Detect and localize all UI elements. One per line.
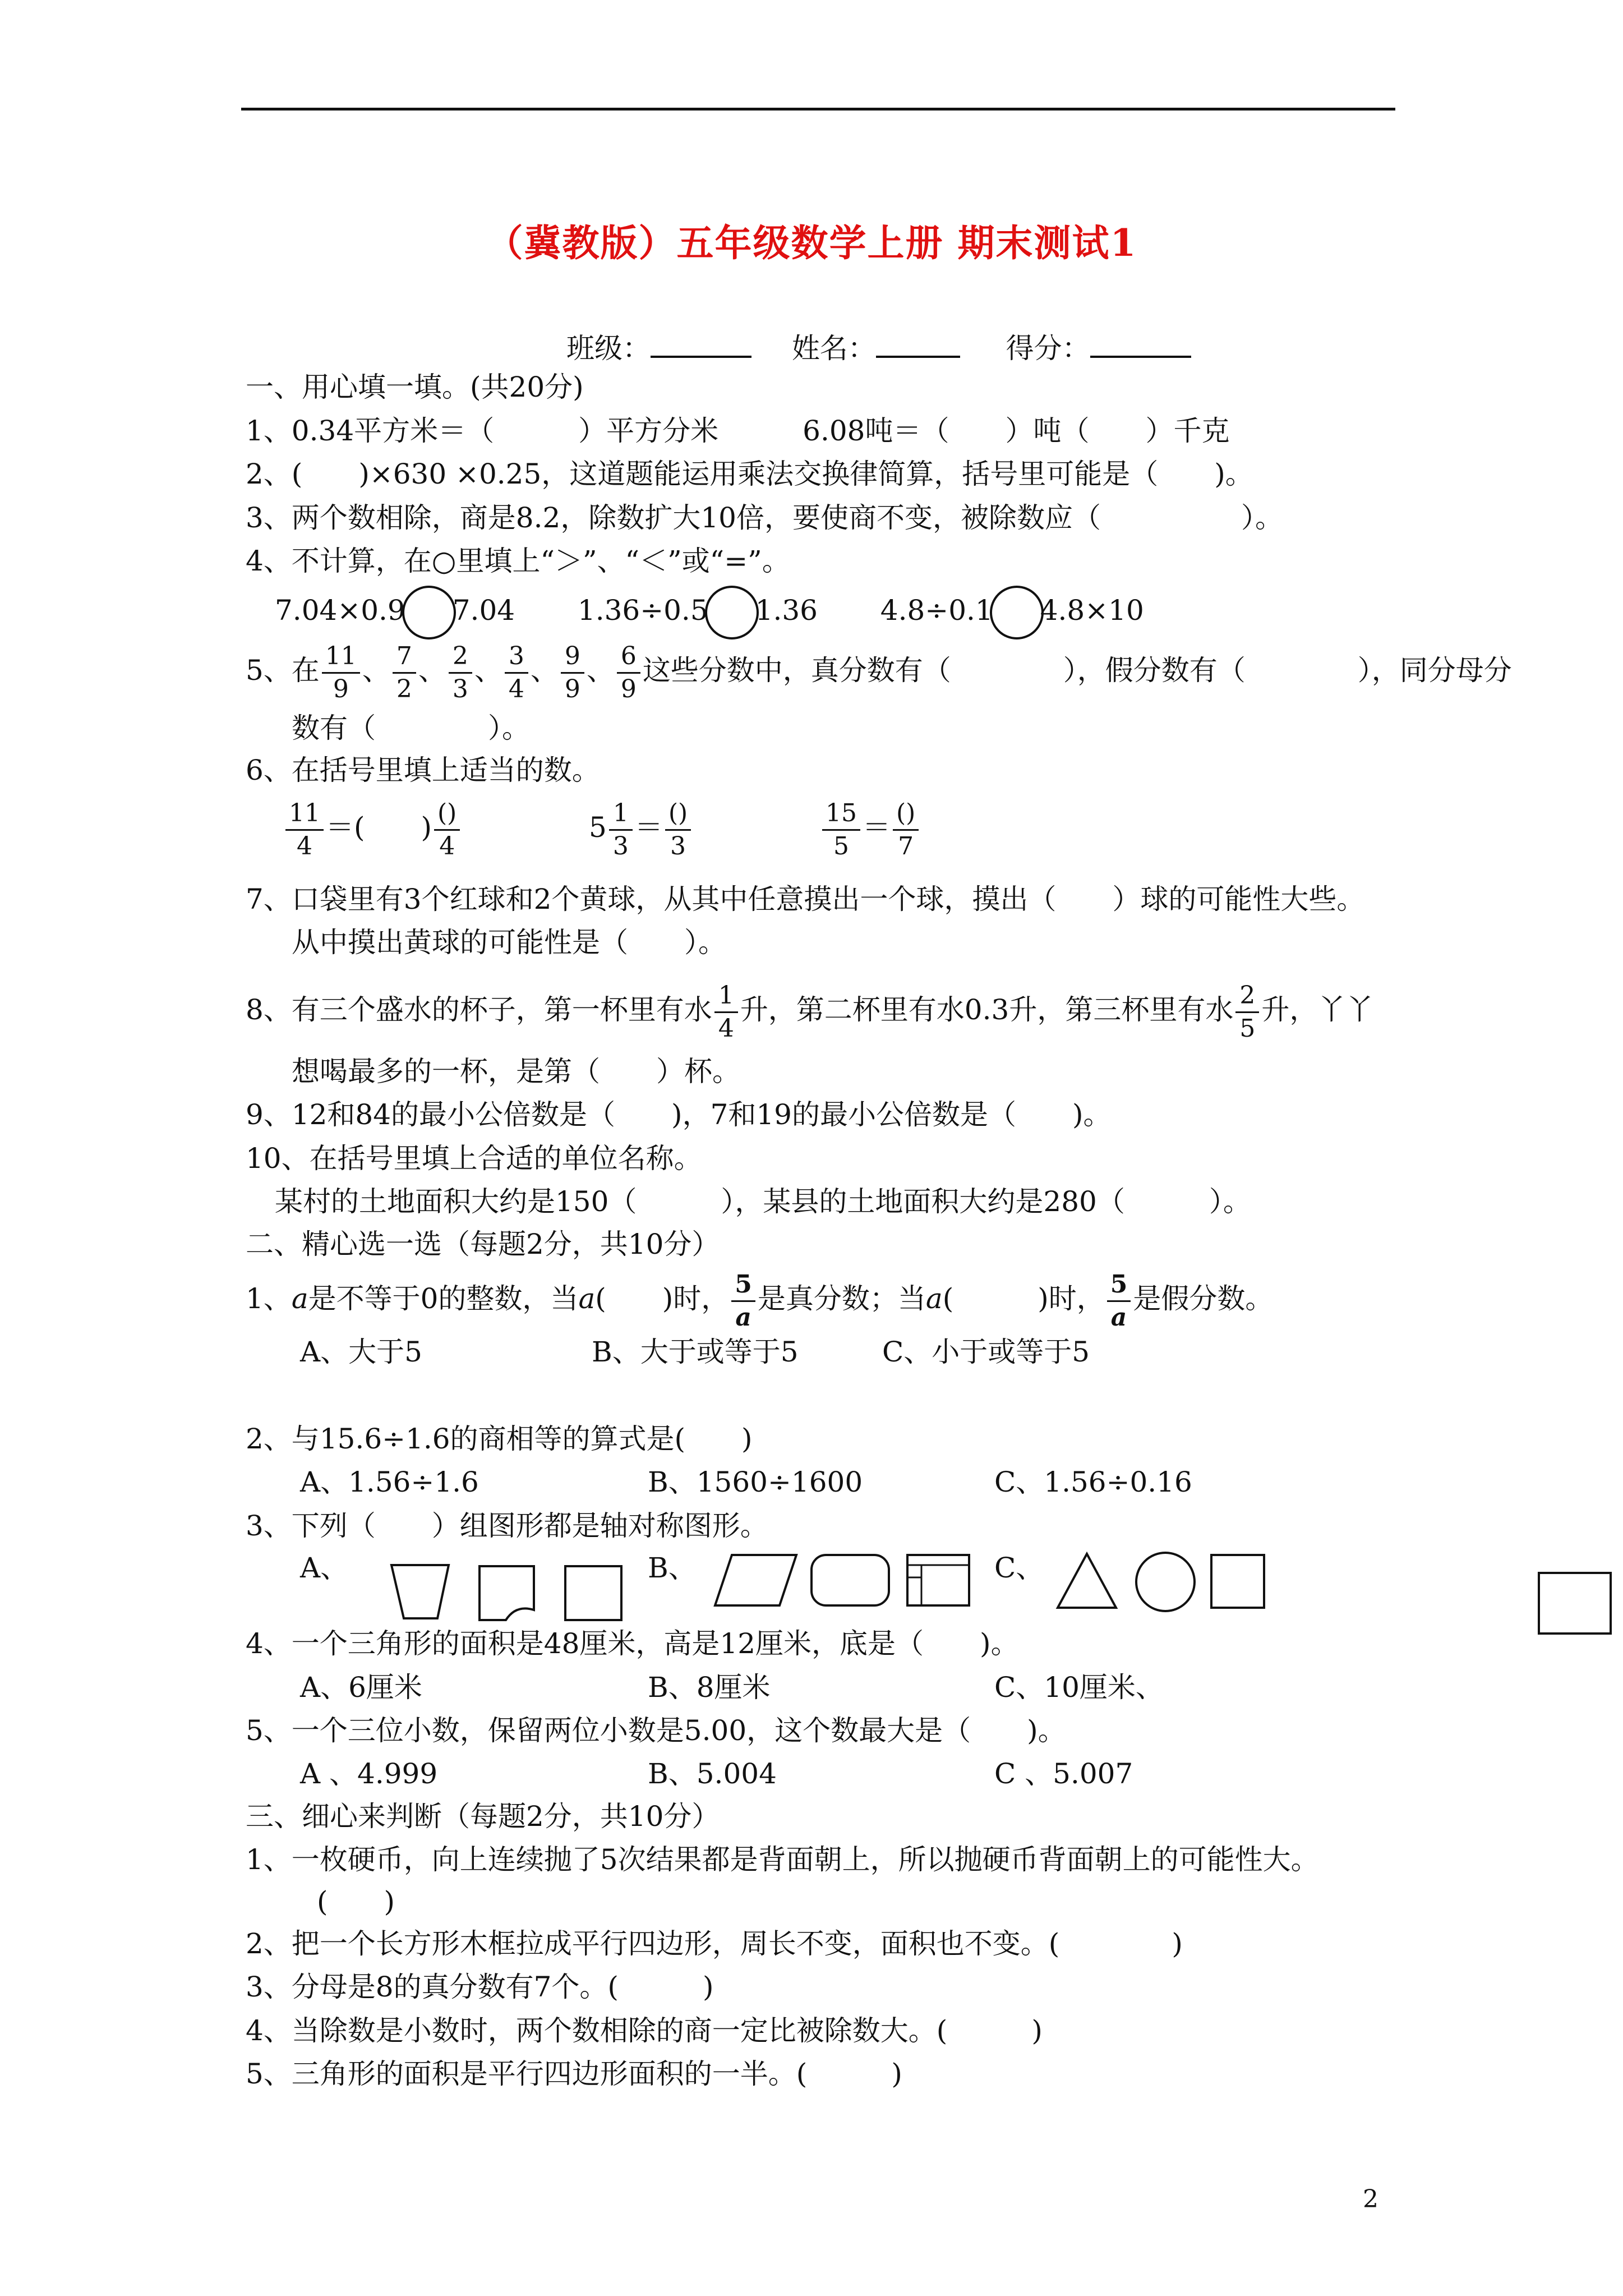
class-label: 班级： [566,332,651,365]
q1-b: 是不等于0的整数，当 [308,1282,579,1315]
q8-part-a: 8、有三个盛水的杯子，第一杯里有水 [246,993,712,1026]
s1-q8 [246,976,1373,1043]
fraction: $\frac{()}{7}$ [893,799,919,861]
fraction: $\frac{()}{3}$ [665,799,691,861]
s2-q1-opt-a[interactable]: A、大于5 [300,1336,422,1368]
parallelogram-shape [715,1555,796,1605]
fraction: $\frac{1}{4}$ [714,981,738,1043]
fraction-denominator: 9 [564,674,580,703]
q5-text: 这些分数中，真分数有（ ），假分数有（ ），同分母分 [642,654,1512,687]
s1-q5 [246,637,1512,704]
page-number: 2 [1363,2185,1378,2214]
square-shape [1211,1555,1264,1608]
q4-b-left: 1.36÷0.5 [577,594,708,627]
s2-q2-opt-c[interactable]: C、1.56÷0.16 [994,1466,1192,1498]
q4-a-right: 7.04 [452,594,515,627]
s3-q1: 1、一枚硬币，向上连续抛了5次结果都是背面朝上，所以抛硬币背面朝上的可能性大。 [246,1843,1319,1876]
page-title: （冀教版）五年级数学上册 期末测试1 [486,221,1137,265]
fraction: $\frac{5}{a}$ [731,1270,755,1332]
fraction: $\frac{1}{3}$ [609,799,633,861]
separator: 、 [586,654,615,687]
s2-q3-opt-c[interactable]: C、 [994,1552,1044,1584]
section2-heading: 二、精心选一选（每题2分，共10分） [246,1228,720,1260]
s2-q4-opt-b[interactable]: B、8厘米 [648,1671,771,1704]
q6-a-mid: ＝( ) [326,811,432,844]
var-a: a [578,1282,596,1315]
q1-c: ( )时， [595,1282,730,1315]
fraction-denominator: 4 [508,674,524,703]
var-a: a [291,1282,308,1315]
s3-q5: 5、三角形的面积是平行四边形面积的一半。( ) [246,2058,902,2090]
s2-q5: 5、一个三位小数，保留两位小数是5.00，这个数最大是（ )。 [246,1714,1066,1747]
s2-q3-opt-a[interactable]: A、 [300,1552,349,1584]
section1-heading: 一、用心填一填。(共20分) [246,371,584,403]
q1-f: 是假分数。 [1133,1282,1274,1315]
s2-q5-opt-b[interactable]: B、5.004 [648,1757,777,1790]
circle-shape [1136,1553,1195,1611]
q4-c-left: 4.8÷0.1 [880,594,993,627]
header-fields [566,330,1191,365]
s1-q6-eq-b [589,794,693,861]
section3-heading: 三、细心来判断（每题2分，共10分） [246,1800,720,1833]
s1-q1: 1、0.34平方米＝（ ）平方分米 6.08吨＝（ ）吨（ ）千克 [246,415,1230,447]
s1-q10: 10、在括号里填上合适的单位名称。 [246,1142,702,1175]
q4-b-right: 1.36 [755,594,818,627]
s1-q2: 2、( )×630 ×0.25，这道题能运用乘法交换律简算，括号里可能是（ )。 [246,458,1253,490]
s2-q1-opt-b[interactable]: B、大于或等于5 [592,1336,799,1368]
s1-q7-cont: 从中摸出黄球的可能性是（ ）。 [292,926,726,959]
framed-rect-shape [907,1555,969,1605]
s2-q2-opt-a[interactable]: A、1.56÷1.6 [300,1466,479,1498]
fraction-numerator: 6 [617,642,640,674]
shape-group-a [387,1559,628,1627]
q1-d: 是真分数；当 [757,1282,926,1315]
fraction-denominator: 3 [452,674,468,703]
square-shape [565,1566,621,1620]
s1-q10-cont: 某村的土地面积大约是150（ ），某县的土地面积大约是280（ ）。 [275,1185,1251,1218]
trapezoid-shape [391,1565,449,1618]
q1-a: 1、 [246,1282,292,1315]
s2-q3: 3、下列（ ）组图形都是轴对称图形。 [246,1510,768,1542]
shape-group-c [1054,1547,1279,1620]
fraction: $\frac{11}{4}$ [285,799,324,861]
compare-circle[interactable] [705,586,759,639]
s1-q4-items [275,583,1144,639]
q4-a-left: 7.04×0.9 [275,594,405,627]
q4-c-right: 4.8×10 [1040,594,1144,627]
fraction-numerator: 9 [561,642,584,674]
fraction-numerator: 3 [505,642,528,674]
s3-q4: 4、当除数是小数时，两个数相除的商一定比被除数大。( ) [246,2014,1043,2047]
name-blank[interactable] [876,330,960,358]
fraction [561,642,584,704]
fraction-denominator: 9 [333,674,349,703]
s2-q1-opt-c[interactable]: C、小于或等于5 [882,1336,1090,1368]
rounded-rect-shape [811,1555,889,1605]
class-blank[interactable] [651,330,751,358]
folded-page-shape [479,1566,534,1620]
q5-prefix: 5、在 [246,654,320,687]
s3-q2: 2、把一个长方形木框拉成平行四边形，周长不变，面积也不变。( ) [246,1927,1183,1960]
s2-q5-opt-c[interactable]: C 、5.007 [994,1757,1133,1790]
s2-q5-opt-a[interactable]: A 、4.999 [300,1757,438,1790]
fraction [449,642,472,704]
separator: 、 [362,654,390,687]
s2-q4-opt-c[interactable]: C、10厘米、 [994,1671,1164,1704]
s2-q2-opt-b[interactable]: B、1560÷1600 [648,1466,863,1498]
fraction: $\frac{15}{5}$ [822,799,860,861]
fraction [617,642,640,704]
fraction: $\frac{()}{4}$ [434,799,460,861]
s2-q1 [246,1265,1273,1332]
s1-q6-eq-c [820,794,921,861]
compare-circle[interactable] [402,586,456,639]
q8-part-c: 升，丫丫 [1261,993,1374,1026]
fraction [393,642,416,704]
fraction-denominator: 2 [396,674,412,703]
s2-q2: 2、与15.6÷1.6的商相等的算式是( ) [246,1423,753,1455]
fraction-numerator: 7 [393,642,416,674]
fraction-numerator: 2 [449,642,472,674]
s2-q4-opt-a[interactable]: A、6厘米 [300,1671,422,1704]
s3-q3: 3、分母是8的真分数有7个。( ) [246,1971,714,2003]
margin-square [1537,1571,1615,1638]
s1-q6-eq-a [283,794,462,861]
triangle-shape [1058,1554,1116,1608]
fraction [322,642,360,704]
equals: ＝ [634,811,663,844]
separator: 、 [418,654,446,687]
s1-q4: 4、不计算，在○里填上“＞”、“＜”或“=”。 [246,545,790,577]
s2-q3-opt-b[interactable]: B、 [648,1552,697,1584]
fraction-denominator: 9 [620,674,637,703]
s1-q8-cont: 想喝最多的一杯，是第（ ）杯。 [292,1055,740,1088]
s1-q6: 6、在括号里填上适当的数。 [246,754,600,786]
equals: ＝ [863,811,891,844]
q6-b-whole: 5 [589,811,607,844]
separator: 、 [530,654,559,687]
q8-part-b: 升，第二杯里有水0.3升，第三杯里有水 [740,993,1234,1026]
name-label: 姓名： [791,332,876,365]
header-rule [241,108,1395,111]
fraction-numerator: 11 [322,642,360,674]
s1-q9: 9、12和84的最小公倍数是（ )，7和19的最小公倍数是（ )。 [246,1098,1112,1131]
q5-fraction-list [320,641,643,703]
s1-q7: 7、口袋里有3个红球和2个黄球，从其中任意摸出一个球，摸出（ ）球的可能性大些。 [246,883,1365,915]
square-shape [1539,1573,1611,1634]
shape-group-b [709,1549,979,1617]
fraction: $\frac{2}{5}$ [1235,981,1259,1043]
compare-circle[interactable] [990,586,1044,639]
score-label: 得分： [1006,332,1090,365]
score-blank[interactable] [1090,330,1191,358]
fraction: $\frac{5}{a}$ [1107,1270,1131,1332]
s3-q1-cont[interactable]: ( ) [317,1885,395,1918]
var-a: a [925,1282,943,1315]
q1-e: ( )时， [942,1282,1105,1315]
separator: 、 [474,654,502,687]
fraction [505,642,528,704]
s2-q4: 4、一个三角形的面积是48厘米，高是12厘米，底是（ )。 [246,1627,1019,1660]
s1-q5-cont: 数有（ ）。 [292,712,530,744]
s1-q3: 3、两个数相除，商是8.2，除数扩大10倍，要使商不变，被除数应（ ）。 [246,501,1283,534]
